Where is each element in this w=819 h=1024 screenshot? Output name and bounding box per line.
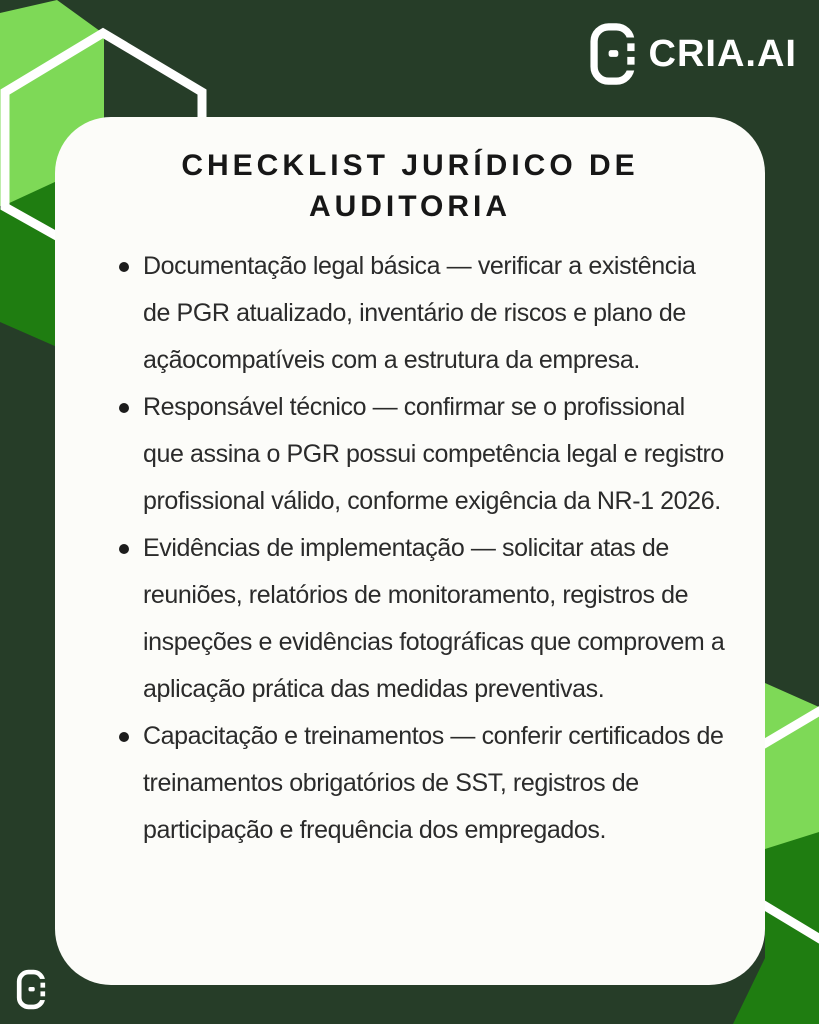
brand-name: CRIA.AI xyxy=(648,32,797,75)
checklist-item: Capacitação e treinamentos — conferir certificados de treinamentos obrigatórios de SST, registros de participação e frequência dos empregados. xyxy=(123,713,725,854)
checklist xyxy=(85,243,735,854)
cria-logo-icon xyxy=(589,22,636,86)
page-title: CHECKLIST JURÍDICO DE AUDITORIA xyxy=(181,149,639,223)
checklist-item: Documentação legal básica — verificar a existência de PGR atualizado, inventário de riscos e plano de açãocompatíveis com a estrutura da empresa. xyxy=(123,243,725,384)
footer-brand xyxy=(16,969,46,1010)
checklist-item: Responsável técnico — confirmar se o profissional que assina o PGR possui competência legal e registro profissional válido, conforme exigência da NR-1 2026. xyxy=(123,384,725,525)
right-light-green-shape xyxy=(765,683,819,852)
checklist-card xyxy=(55,117,765,985)
checklist-item: Evidências de implementação — solicitar atas de reuniões, relatórios de monitoramento, registros de inspeções e evidências fotográficas que comprovem a aplicação prática das medidas preventivas. xyxy=(123,525,725,713)
brand-header xyxy=(589,22,797,86)
cria-logo-icon xyxy=(16,969,46,1010)
